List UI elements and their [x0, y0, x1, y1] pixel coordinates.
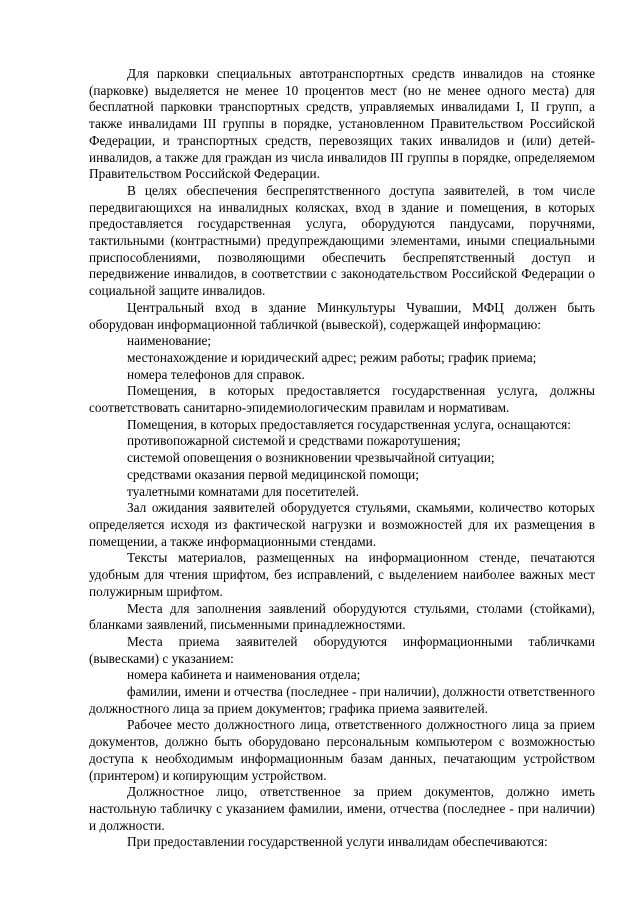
paragraph-accessibility: В целях обеспечения беспрепятственного доступа заявителей, в том числе передвигающихся на инвалидных колясках, вход в здание и помещения, в которых предоставляется государственная услуга, оборудуются пандусами, поручнями, тактильными (контрастными) предупреждающими элементами, иными специальными приспособлениями, позволяющими обеспечить беспрепятственный доступ и передвижение инвалидов, в соответствии с законодательством Российской Федерации о социальной защите инвалидов.: [89, 182, 595, 299]
paragraph-official-names: фамилии, имени и отчества (последнее - при наличии), должности ответственного должностного лица за прием документов; графика приема заявителей.: [89, 684, 596, 716]
list-item-alert-system: системой оповещения о возникновении чрезвычайной ситуации;: [127, 450, 495, 466]
paragraph-disabled-provision: При предоставлении государственной услуги инвалидам обеспечиваются:: [127, 834, 548, 850]
paragraph-parking: Для парковки специальных автотранспортных средств инвалидов на стоянке (парковке) выделяется не менее 10 процентов мест (но не менее одного места) для бесплатной парковки транспортных средств, управляемых инвалидами I, II групп, а также инвалидами III группы в порядке, установленном Правительством Российской Федерации, и транспортных средств, перевозящих таких инвалидов и (или) детей-инвалидов, а также для граждан из числа инвалидов III группы в порядке, определяемом Правительством Российской Федерации.: [89, 66, 595, 182]
list-item-room-number: номера кабинета и наименования отдела;: [127, 667, 361, 683]
list-item-fire-system: противопожарной системой и средствами пожаротушения;: [127, 433, 461, 449]
document-page: [89, 66, 595, 851]
list-item-address-schedule: местонахождение и юридический адрес; режим работы; график приема;: [127, 349, 537, 365]
paragraph-sanitary: Помещения, в которых предоставляется государственная услуга, должны соответствовать санитарно-эпидемиологическим правилам и нормативам.: [89, 383, 595, 416]
paragraph-desk-plate: Должностное лицо, ответственное за прием документов, должно иметь настольную табличку с указанием фамилии, имени, отчества (последнее - при наличии) и должности.: [89, 784, 595, 833]
paragraph-premises-equipped: Помещения, в которых предоставляется государственная услуга, оснащаются:: [127, 416, 571, 432]
list-item-first-aid: средствами оказания первой медицинской помощи;: [127, 466, 419, 482]
paragraph-workplace: Рабочее место должностного лица, ответственного должностного лица за прием документов, должно быть оборудовано персональным компьютером с возможностью доступа к необходимым информационным базам данных, печатающим устройством (принтером) и копирующим устройством.: [89, 717, 595, 783]
list-item-name: наименование;: [127, 333, 212, 349]
paragraph-waiting-hall: Зал ожидания заявителей оборудуется стульями, скамьями, количество которых определяется исходя из фактической нагрузки и возможностей для их размещения в помещении, а также информационными стендами.: [89, 500, 595, 549]
paragraph-form-filling: Места для заполнения заявлений оборудуются стульями, столами (стойками), бланками заявлений, письменными принадлежностями.: [89, 600, 595, 633]
list-item-phones: номера телефонов для справок.: [127, 366, 305, 382]
paragraph-stand-texts: Тексты материалов, размещенных на информационном стенде, печатаются удобным для чтения шрифтом, без исправлений, с выделением наиболее важных мест полужирным шрифтом.: [89, 550, 595, 599]
paragraph-reception-signs: Места приема заявителей оборудуются информационными табличками (вывесками) с указанием:: [89, 633, 595, 666]
paragraph-entrance-sign: Центральный вход в здание Минкультуры Чувашии, МФЦ должен быть оборудован информационной табличкой (вывеской), содержащей информацию:: [89, 299, 595, 332]
list-item-restrooms: туалетными комнатами для посетителей.: [127, 483, 359, 499]
